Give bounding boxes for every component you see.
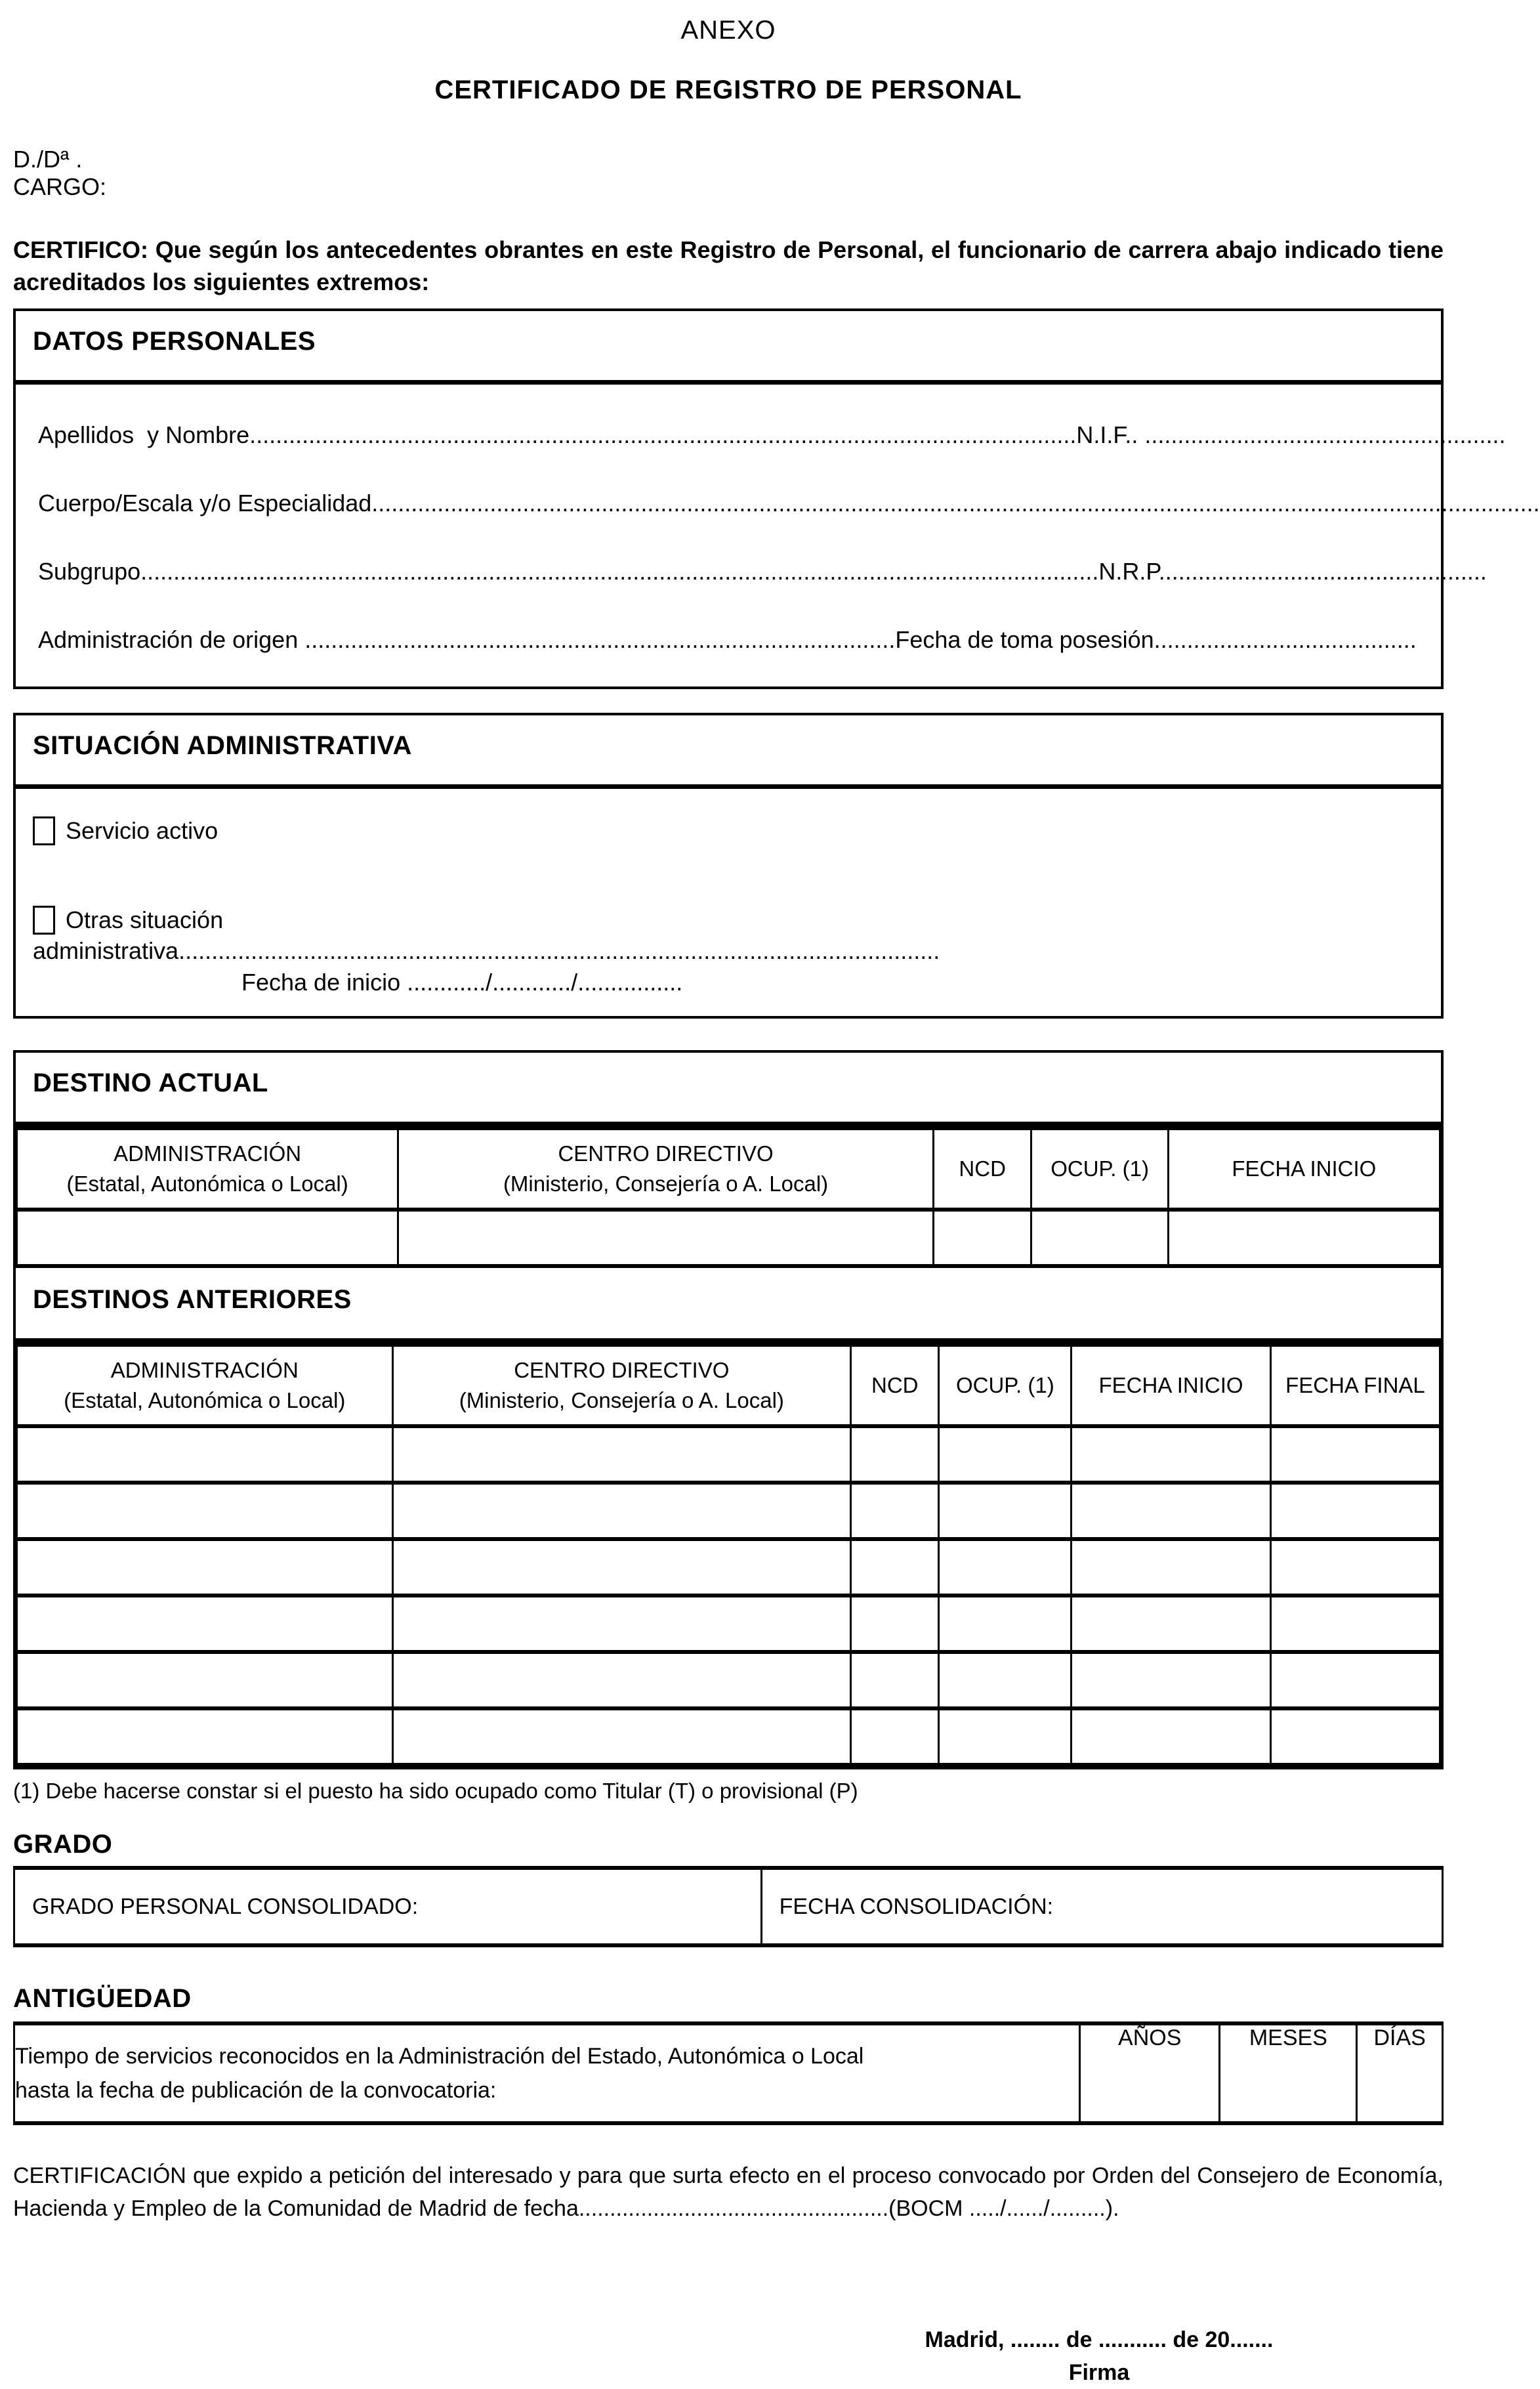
situacion-administrativa-body <box>16 789 1441 1016</box>
section-destinos <box>13 1050 1444 1769</box>
table-cell-empty <box>398 1210 934 1266</box>
col-ocup: OCUP. (1) <box>939 1345 1072 1426</box>
table-cell-empty <box>1072 1708 1271 1765</box>
grado-heading: GRADO <box>13 1830 113 1859</box>
table-cell-empty <box>1072 1539 1271 1596</box>
table-row <box>17 1708 1440 1765</box>
table-cell-empty <box>1072 1596 1271 1652</box>
otras-situacion-label: Otras situación <box>66 906 224 933</box>
grado-personal-consolidado-cell: GRADO PERSONAL CONSOLIDADO: <box>14 1868 762 1945</box>
col-fecha-final: FECHA FINAL <box>1270 1345 1440 1426</box>
table-cell-empty <box>1031 1210 1168 1266</box>
antiguedad-table <box>13 2021 1444 2125</box>
destino-actual-table <box>16 1126 1441 1268</box>
col-subtitle: (Ministerio, Consejería o A. Local) <box>503 1172 829 1196</box>
anos-cell: AÑOS <box>1080 2023 1220 2123</box>
table-cell-empty <box>1168 1210 1440 1266</box>
table-cell-empty <box>1270 1652 1440 1708</box>
table-cell-empty <box>17 1210 398 1266</box>
destinos-anteriores-heading: DESTINOS ANTERIORES <box>16 1268 1441 1343</box>
col-subtitle: (Estatal, Autonómica o Local) <box>66 1172 348 1196</box>
destinos-anteriores-header-row <box>17 1345 1440 1426</box>
table-cell-empty <box>1072 1483 1271 1539</box>
table-cell-empty <box>939 1596 1072 1652</box>
col-subtitle: (Ministerio, Consejería o A. Local) <box>459 1388 784 1412</box>
table-cell-empty <box>392 1708 850 1765</box>
col-title: CENTRO DIRECTIVO <box>514 1358 730 1382</box>
antiguedad-heading: ANTIGÜEDAD <box>13 1984 192 2013</box>
col-administracion <box>17 1345 393 1426</box>
grado-row <box>14 1868 1443 1945</box>
col-ncd: NCD <box>933 1128 1031 1210</box>
table-row <box>17 1539 1440 1596</box>
holder-name-line: D./Dª . <box>13 146 83 173</box>
intro-block <box>13 146 1444 201</box>
table-cell-empty <box>1270 1708 1440 1765</box>
table-cell-empty <box>851 1708 939 1765</box>
table-cell-empty <box>939 1652 1072 1708</box>
grado-table <box>13 1866 1444 1947</box>
servicio-activo-row <box>33 816 1424 845</box>
antiguedad-description-line1: Tiempo de servicios reconocidos en la Administración del Estado, Autonómica o Local <box>15 2044 864 2069</box>
table-row <box>17 1596 1440 1652</box>
table-cell-empty <box>939 1426 1072 1483</box>
dias-cell: DÍAS <box>1357 2023 1443 2123</box>
field-administrativa: administrativa.................................................................................................................... <box>33 937 940 964</box>
destino-actual-header-row <box>17 1128 1440 1210</box>
destino-actual-empty-row <box>17 1210 1440 1266</box>
otras-situacion-row <box>33 906 1424 935</box>
table-cell-empty <box>939 1708 1072 1765</box>
place-date-line: Madrid, ........ de ........... de 20....... <box>925 2327 1274 2352</box>
signature-block <box>886 2323 1312 2389</box>
col-ocup: OCUP. (1) <box>1031 1128 1168 1210</box>
col-title: CENTRO DIRECTIVO <box>558 1141 774 1166</box>
col-subtitle: (Estatal, Autonómica o Local) <box>64 1388 346 1412</box>
table-cell-empty <box>1270 1539 1440 1596</box>
field-cuerpo-escala-especialidad: Cuerpo/Escala y/o Especialidad.................................................................................................................................................................................. <box>38 490 1540 517</box>
cargo-line: CARGO: <box>13 173 107 200</box>
table-cell-empty <box>1270 1596 1440 1652</box>
table-cell-empty <box>17 1483 393 1539</box>
col-administracion <box>17 1128 398 1210</box>
table-cell-empty <box>17 1426 393 1483</box>
section-datos-personales <box>13 308 1540 689</box>
table-row <box>17 1426 1440 1483</box>
meses-cell: MESES <box>1220 2023 1357 2123</box>
certification-paragraph: CERTIFICACIÓN que expido a petición del interesado y para que surta efecto en el proceso convocado por Orden del Consejero de Economía, Hacienda y Empleo de la Comunidad de Madrid de fecha..................................................(BOCM ...../....../.........). <box>13 2163 1444 2221</box>
table-cell-empty <box>939 1483 1072 1539</box>
table-cell-empty <box>933 1210 1031 1266</box>
page-title: CERTIFICADO DE REGISTRO DE PERSONAL <box>434 75 1022 104</box>
certify-paragraph: CERTIFICO: Que según los antecedentes obrantes en este Registro de Personal, el funcionario de carrera abajo indicado tiene acreditados los siguientes extremos: <box>13 236 1444 295</box>
table-cell-empty <box>392 1596 850 1652</box>
table-cell-empty <box>851 1426 939 1483</box>
table-cell-empty <box>1072 1426 1271 1483</box>
table-cell-empty <box>392 1652 850 1708</box>
datos-personales-body <box>16 385 1540 687</box>
firma-label: Firma <box>1068 2360 1130 2385</box>
table-cell-empty <box>392 1483 850 1539</box>
table-cell-empty <box>17 1652 393 1708</box>
table-cell-empty <box>851 1539 939 1596</box>
destinos-anteriores-table <box>16 1343 1441 1767</box>
table-cell-empty <box>939 1539 1072 1596</box>
col-ncd: NCD <box>851 1345 939 1426</box>
table-cell-empty <box>392 1426 850 1483</box>
servicio-activo-label: Servicio activo <box>66 817 219 844</box>
otras-situacion-checkbox[interactable] <box>33 906 55 935</box>
servicio-activo-checkbox[interactable] <box>33 816 55 845</box>
annex-label: ANEXO <box>680 16 776 45</box>
section-situacion-administrativa <box>13 713 1444 1019</box>
table-cell-empty <box>1072 1652 1271 1708</box>
field-fecha-inicio: Fecha de inicio ............/............/................ <box>241 969 683 996</box>
table-row <box>17 1483 1440 1539</box>
destinos-anteriores-empty-rows <box>17 1426 1440 1765</box>
situacion-administrativa-heading: SITUACIÓN ADMINISTRATIVA <box>16 715 1441 789</box>
antiguedad-description-line2: hasta la fecha de publicación de la convocatoria: <box>15 2078 497 2103</box>
col-title: ADMINISTRACIÓN <box>110 1358 299 1382</box>
antiguedad-description-cell <box>14 2023 1080 2123</box>
table-cell-empty <box>1270 1426 1440 1483</box>
fecha-consolidacion-cell: FECHA CONSOLIDACIÓN: <box>761 1868 1442 1945</box>
datos-personales-heading: DATOS PERSONALES <box>16 311 1441 385</box>
col-centro-directivo <box>398 1128 934 1210</box>
col-fecha-inicio: FECHA INICIO <box>1072 1345 1271 1426</box>
col-title: ADMINISTRACIÓN <box>114 1141 302 1166</box>
table-row <box>17 1652 1440 1708</box>
field-administracion-origen-fecha-posesion: Administración de origen ..........................................................................................Fecha de toma posesión........................................ <box>38 626 1417 653</box>
table-cell-empty <box>851 1483 939 1539</box>
antiguedad-row <box>14 2023 1443 2123</box>
table-cell-empty <box>17 1596 393 1652</box>
table-cell-empty <box>851 1652 939 1708</box>
table-cell-empty <box>17 1539 393 1596</box>
field-subgrupo-nrp: Subgrupo..................................................................................................................................................N.R.P.................................................. <box>38 558 1487 585</box>
table-cell-empty <box>851 1596 939 1652</box>
table-cell-empty <box>392 1539 850 1596</box>
ocup-footnote: (1) Debe hacerse constar si el puesto ha sido ocupado como Titular (T) o provisional (P) <box>13 1779 858 1803</box>
table-cell-empty <box>1270 1483 1440 1539</box>
col-fecha-inicio: FECHA INICIO <box>1168 1128 1440 1210</box>
table-cell-empty <box>17 1708 393 1765</box>
field-apellidos-nombre-nif: Apellidos y Nombre..............................................................................................................................N.I.F.. ....................................................... <box>38 421 1506 448</box>
col-centro-directivo <box>392 1345 850 1426</box>
destino-actual-heading: DESTINO ACTUAL <box>16 1053 1441 1126</box>
